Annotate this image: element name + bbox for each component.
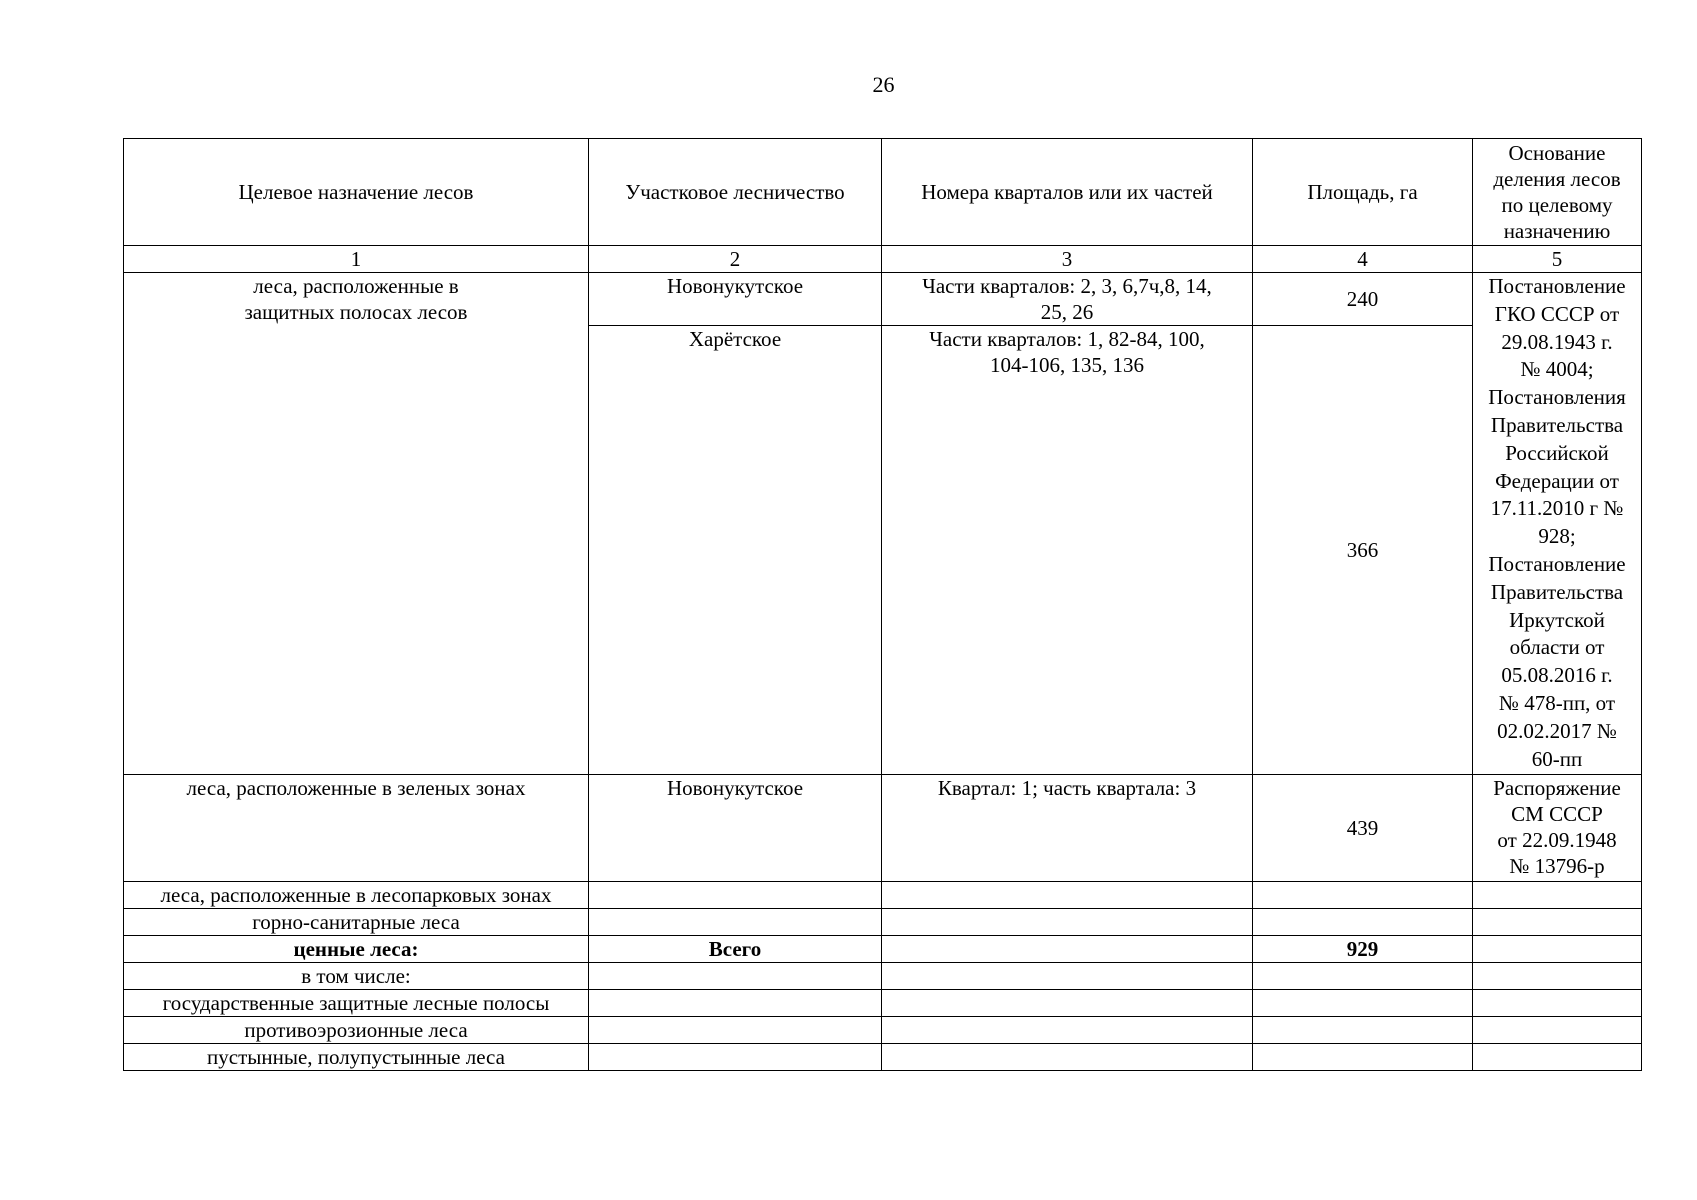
forest-purpose-table	[123, 138, 1642, 1071]
area-cell: 366	[1253, 326, 1473, 775]
purpose-cell: леса, расположенные в защитных полосах лесов	[124, 273, 589, 775]
empty-cell	[882, 882, 1253, 909]
column-number: 2	[589, 246, 882, 273]
purpose-cell: леса, расположенные в зеленых зонах	[124, 775, 589, 882]
empty-cell	[1253, 909, 1473, 936]
table-row	[124, 1044, 1642, 1071]
empty-cell	[882, 909, 1253, 936]
forestry-cell: Новонукутское	[589, 273, 882, 326]
empty-cell	[589, 882, 882, 909]
table-row	[124, 909, 1642, 936]
header-area: Площадь, га	[1253, 139, 1473, 246]
table-row	[124, 273, 1642, 326]
table-row	[124, 963, 1642, 990]
header-purpose: Целевое назначение лесов	[124, 139, 589, 246]
empty-cell	[1253, 1044, 1473, 1071]
empty-cell	[1473, 1044, 1642, 1071]
table-row	[124, 1017, 1642, 1044]
purpose-cell: государственные защитные лесные полосы	[124, 990, 589, 1017]
purpose-cell: в том числе:	[124, 963, 589, 990]
purpose-cell: противоэрозионные леса	[124, 1017, 589, 1044]
column-number-row	[124, 246, 1642, 273]
purpose-cell: пустынные, полупустынные леса	[124, 1044, 589, 1071]
table-row	[124, 775, 1642, 882]
area-cell: 240	[1253, 273, 1473, 326]
forestry-cell: Новонукутское	[589, 775, 882, 882]
area-cell: 439	[1253, 775, 1473, 882]
empty-cell	[1253, 963, 1473, 990]
page-number: 26	[872, 72, 895, 97]
empty-cell	[882, 990, 1253, 1017]
table-row-total	[124, 936, 1642, 963]
empty-cell	[1253, 882, 1473, 909]
empty-cell	[1473, 963, 1642, 990]
empty-cell	[589, 1044, 882, 1071]
empty-cell	[589, 990, 882, 1017]
empty-cell	[1253, 1017, 1473, 1044]
forestry-cell: Харётское	[589, 326, 882, 775]
empty-cell	[589, 909, 882, 936]
table-header-row	[124, 139, 1642, 246]
table-row	[124, 990, 1642, 1017]
empty-cell	[1473, 909, 1642, 936]
column-number: 4	[1253, 246, 1473, 273]
empty-cell	[589, 1017, 882, 1044]
empty-cell	[589, 963, 882, 990]
empty-cell	[882, 936, 1253, 963]
header-basis: Основание деления лесов по целевому назначению	[1473, 139, 1642, 246]
column-number: 1	[124, 246, 589, 273]
purpose-cell: ценные леса:	[124, 936, 589, 963]
empty-cell	[1473, 936, 1642, 963]
header-forestry: Участковое лесничество	[589, 139, 882, 246]
empty-cell	[1473, 882, 1642, 909]
quarters-cell: Части кварталов: 1, 82-84, 100, 104-106, 135, 136	[882, 326, 1253, 775]
table-row	[124, 882, 1642, 909]
empty-cell	[1253, 990, 1473, 1017]
basis-cell: Распоряжение СМ СССР от 22.09.1948 № 13796-р	[1473, 775, 1642, 882]
purpose-cell: леса, расположенные в лесопарковых зонах	[124, 882, 589, 909]
empty-cell	[1473, 990, 1642, 1017]
empty-cell	[882, 1017, 1253, 1044]
quarters-cell: Квартал: 1; часть квартала: 3	[882, 775, 1253, 882]
column-number: 3	[882, 246, 1253, 273]
empty-cell	[1473, 1017, 1642, 1044]
empty-cell	[882, 963, 1253, 990]
area-total-cell: 929	[1253, 936, 1473, 963]
basis-cell: Постановление ГКО СССР от 29.08.1943 г. № 4004; Постановления Правительства Российской Федерации от 17.11.2010 г № 928; Постановление Правительства Иркутской области от 05.08.2016 г. № 478-пп, от 02.02.2017 № 60-пп	[1473, 273, 1642, 775]
column-number: 5	[1473, 246, 1642, 273]
empty-cell	[882, 1044, 1253, 1071]
purpose-cell: горно-санитарные леса	[124, 909, 589, 936]
quarters-cell: Части кварталов: 2, 3, 6,7ч,8, 14, 25, 26	[882, 273, 1253, 326]
forestry-cell: Всего	[589, 936, 882, 963]
header-quarters: Номера кварталов или их частей	[882, 139, 1253, 246]
